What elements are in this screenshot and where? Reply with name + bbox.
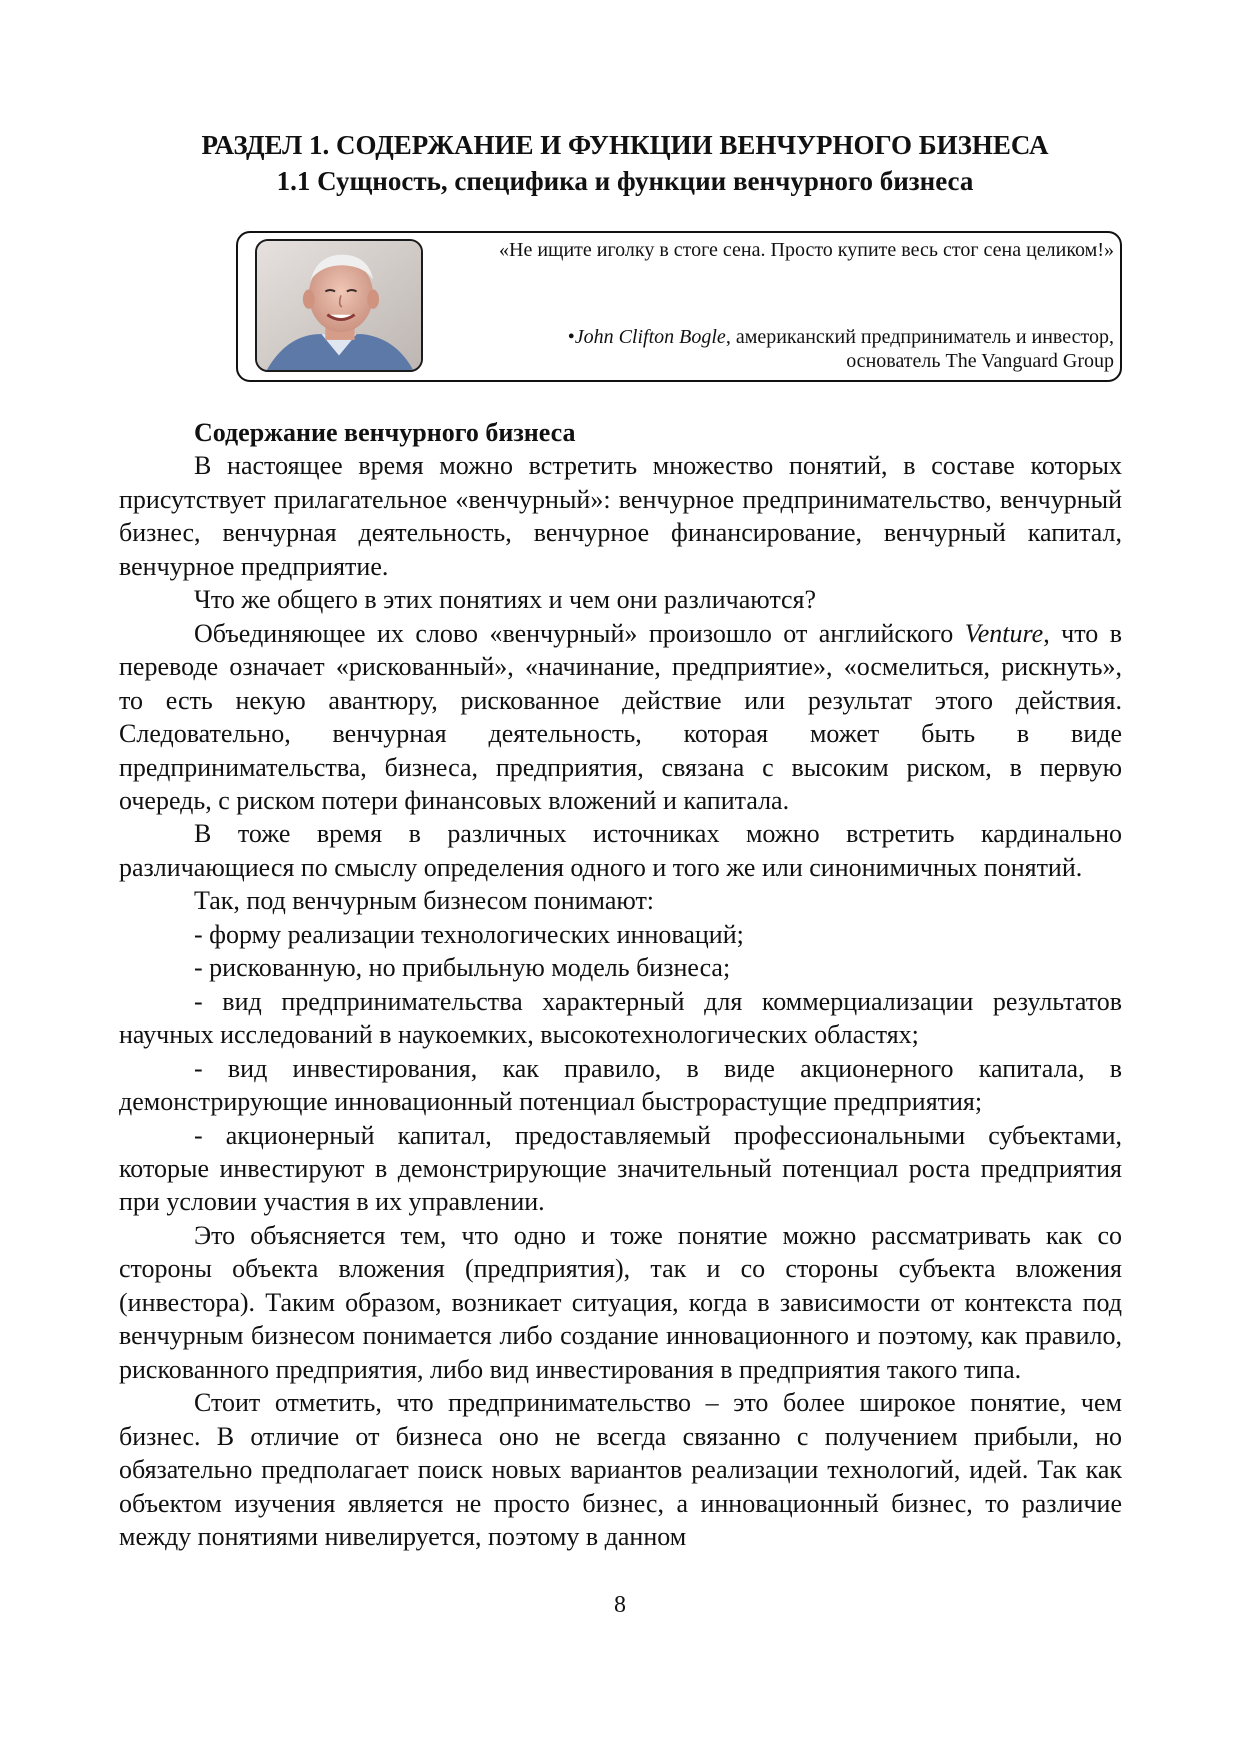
- list-item: - акционерный капитал, предоставляемый профессиональными субъектами, которые инвестируют в демонстрирующие значительный потенциал роста предприятия при условии участия в их управлении.: [119, 1120, 1122, 1217]
- epigraph-quote: [474, 238, 1114, 262]
- quote-text: «Не ищите иголку в стоге сена. Просто купите весь стог сена целиком!»: [499, 239, 1114, 261]
- paragraph-1: В настоящее время можно встретить множество понятий, в составе которых присутствует прилагательное «венчурный»: венчурное предпринимательство, венчурный бизнес, венчурная деятельность, венчурное финансирование, венчурный капитал, венчурное предприятие.: [119, 451, 1122, 581]
- body-text: [119, 416, 1122, 1553]
- section-title: РАЗДЕЛ 1. СОДЕРЖАНИЕ И ФУНКЦИИ ВЕНЧУРНОГО БИЗНЕСА: [201, 130, 1049, 160]
- author-description: , американский предприниматель и инвестор,: [725, 326, 1114, 348]
- paragraph-3-rest: , что в переводе означает «рискованный», «начинание, предприятие», «осмелиться, рискнуть», то есть некую авантюру, рискованное действие или результат этого действия. Следовательно, венчурная деятельность, которая может быть в виде предпринимательства, бизнеса, предприятия, связана с высоким риском, в первую очередь, с риском потери финансовых вложений и капитала.: [119, 618, 1122, 815]
- subsection-title: 1.1 Сущность, специфика и функции венчурного бизнеса: [276, 166, 974, 196]
- author-name: John Clifton Bogle: [574, 326, 726, 348]
- list-item: - вид инвестирования, как правило, в виде акционерного капитала, в демонстрирующие инновационный потенциал быстрорастущие предприятия;: [119, 1053, 1122, 1117]
- paragraph-2: Что же общего в этих понятиях и чем они различаются?: [194, 585, 817, 615]
- paragraph-7: Стоит отметить, что предпринимательство – это более широкое понятие, чем бизнес. В отличие от бизнеса оно не всегда связанно с получением прибыли, но обязательно предполагает поиск новых вариантов реализации технологий, идей. Так как объектом изучения является не просто бизнес, а инновационный бизнес, то различие между понятиями нивелируется, поэтому в данном: [119, 1388, 1122, 1551]
- venture-term: Venture: [964, 618, 1044, 648]
- attribution-line-2: основатель The Vanguard Group: [846, 350, 1114, 372]
- epigraph-attribution: [474, 325, 1114, 373]
- portrait-illustration: [257, 241, 421, 370]
- page-number: 8: [614, 1592, 626, 1618]
- list-item: - рискованную, но прибыльную модель бизнеса;: [194, 953, 731, 983]
- epigraph-box: [236, 231, 1122, 382]
- paragraph-4: В тоже время в различных источниках можно встретить кардинально различающиеся по смыслу определения одного и того же или синонимичных понятий.: [119, 819, 1122, 882]
- paragraph-3-start: Объединяющее их слово «венчурный» произошло от английского: [194, 618, 965, 648]
- attribution-line-1: [474, 325, 1114, 349]
- list-item: - вид предпринимательства характерный для коммерциализации результатов научных исследований в наукоемких, высокотехнологических областях;: [119, 986, 1122, 1050]
- paragraph-5: Так, под венчурным бизнесом понимают:: [194, 886, 655, 916]
- paragraph-6: Это объясняется тем, что одно и тоже понятие можно рассматривать как со стороны объекта вложения (предприятия), так и со стороны субъекта вложения (инвестора). Таким образом, возникает ситуация, когда в зависимости от контекста под венчурным бизнесом понимается либо создание инновационного и поэтому, как правило, рискованного предприятия, либо вид инвестирования в предприятия такого типа.: [119, 1220, 1122, 1384]
- portrait-photo-icon: [255, 239, 423, 372]
- list-item: - форму реализации технологических инноваций;: [194, 919, 744, 949]
- attribution-bullet: •: [567, 326, 575, 348]
- subheading: Содержание венчурного бизнеса: [194, 418, 576, 447]
- paragraph-3: [119, 617, 1122, 818]
